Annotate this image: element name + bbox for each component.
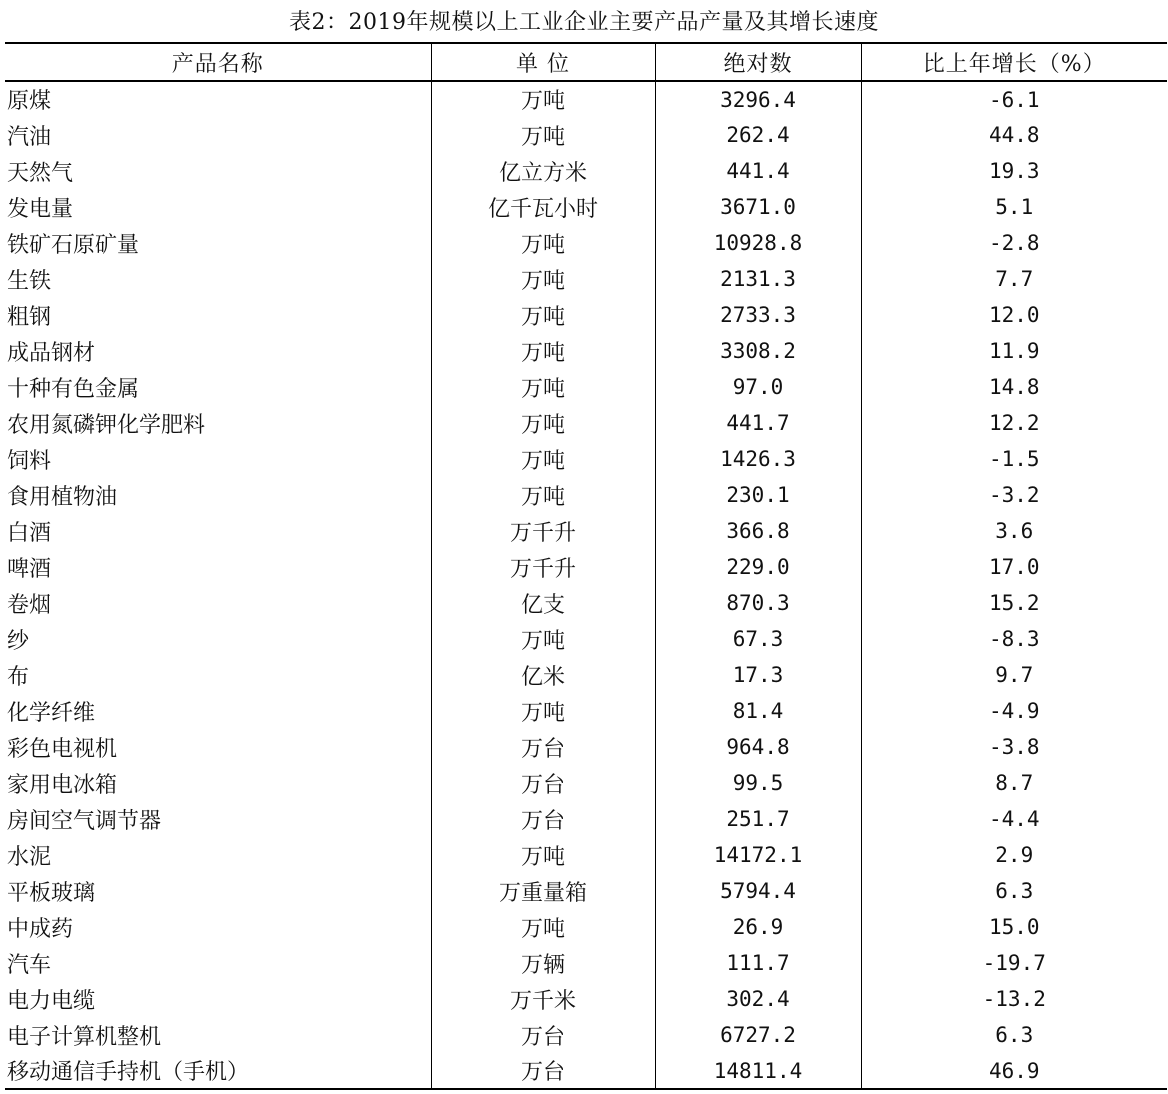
table-row [5,441,1167,477]
product-name-cell: 汽油 [7,124,52,150]
absolute-value-cell: 14172.1 [655,837,861,873]
unit-cell: 万千升 [431,513,655,549]
product-name-cell: 食用植物油 [7,484,118,510]
table-row [5,1017,1167,1053]
product-name-cell: 生铁 [7,268,52,294]
growth-cell: 44.8 [861,117,1167,153]
table-row [5,909,1167,945]
growth-cell: -8.3 [861,621,1167,657]
growth-cell: 5.1 [861,189,1167,225]
absolute-value-cell: 2733.3 [655,297,861,333]
unit-cell: 万吨 [431,297,655,333]
column-header-absolute-value: 绝对数 [655,43,861,81]
product-name-cell: 家用电冰箱 [7,772,118,798]
growth-cell: -3.2 [861,477,1167,513]
table-row [5,405,1167,441]
product-name-cell: 天然气 [7,160,74,186]
absolute-value-cell: 3671.0 [655,189,861,225]
column-header-product-name: 产品名称 [5,43,431,81]
growth-cell: 19.3 [861,153,1167,189]
absolute-value-cell: 17.3 [655,657,861,693]
table-body [5,81,1167,1089]
unit-cell: 万吨 [431,441,655,477]
product-name-cell: 饲料 [7,448,52,474]
table-row [5,549,1167,585]
product-name-cell: 卷烟 [7,592,52,618]
absolute-value-cell: 441.7 [655,405,861,441]
growth-cell: -13.2 [861,981,1167,1017]
unit-cell: 万吨 [431,261,655,297]
unit-cell: 亿米 [431,657,655,693]
growth-cell: 17.0 [861,549,1167,585]
unit-cell: 万台 [431,1053,655,1089]
absolute-value-cell: 6727.2 [655,1017,861,1053]
unit-cell: 万吨 [431,369,655,405]
absolute-value-cell: 964.8 [655,729,861,765]
column-header-growth: 比上年增长（%） [861,43,1167,81]
product-name-cell: 农用氮磷钾化学肥料 [7,412,206,438]
table-row [5,801,1167,837]
absolute-value-cell: 14811.4 [655,1053,861,1089]
product-name-cell: 原煤 [7,89,52,114]
unit-cell: 万吨 [431,405,655,441]
product-name-cell: 粗钢 [7,304,52,330]
unit-cell: 万吨 [431,621,655,657]
absolute-value-cell: 251.7 [655,801,861,837]
growth-cell: 12.0 [861,297,1167,333]
growth-cell: 15.2 [861,585,1167,621]
table-row [5,225,1167,261]
unit-cell: 万辆 [431,945,655,981]
unit-cell: 万台 [431,801,655,837]
growth-cell: -4.9 [861,693,1167,729]
table-row [5,693,1167,729]
absolute-value-cell: 870.3 [655,585,861,621]
absolute-value-cell: 262.4 [655,117,861,153]
unit-cell: 亿立方米 [431,153,655,189]
growth-cell: 7.7 [861,261,1167,297]
product-name-cell: 发电量 [7,196,74,222]
table-row [5,657,1167,693]
unit-cell: 万台 [431,1017,655,1053]
absolute-value-cell: 5794.4 [655,873,861,909]
unit-cell: 万千米 [431,981,655,1017]
growth-cell: 2.9 [861,837,1167,873]
product-name-cell: 啤酒 [7,556,52,582]
product-name-cell: 成品钢材 [7,340,96,366]
product-name-cell: 电子计算机整机 [7,1024,162,1050]
absolute-value-cell: 81.4 [655,693,861,729]
unit-cell: 万吨 [431,117,655,153]
product-name-cell: 汽车 [7,952,52,978]
absolute-value-cell: 229.0 [655,549,861,585]
growth-cell: 3.6 [861,513,1167,549]
unit-cell: 万吨 [431,81,655,117]
growth-cell: -4.4 [861,801,1167,837]
growth-cell: 9.7 [861,657,1167,693]
absolute-value-cell: 99.5 [655,765,861,801]
growth-cell: -2.8 [861,225,1167,261]
product-name-cell: 彩色电视机 [7,736,118,762]
absolute-value-cell: 111.7 [655,945,861,981]
table-row [5,189,1167,225]
absolute-value-cell: 97.0 [655,369,861,405]
table-row [5,765,1167,801]
unit-cell: 亿千瓦小时 [431,189,655,225]
absolute-value-cell: 26.9 [655,909,861,945]
table-row [5,333,1167,369]
table-row [5,369,1167,405]
product-name-cell: 房间空气调节器 [7,808,162,834]
table-row [5,261,1167,297]
growth-cell: 6.3 [861,1017,1167,1053]
table-row [5,117,1167,153]
product-name-cell: 化学纤维 [7,700,96,726]
table-row [5,297,1167,333]
absolute-value-cell: 1426.3 [655,441,861,477]
product-name-cell: 移动通信手持机（手机） [5,1053,431,1089]
unit-cell: 万吨 [431,837,655,873]
table-row [5,621,1167,657]
table-row [5,1053,1167,1089]
table-row [5,153,1167,189]
absolute-value-cell: 3308.2 [655,333,861,369]
table-header-row [5,43,1167,81]
unit-cell: 万重量箱 [431,873,655,909]
growth-cell: -3.8 [861,729,1167,765]
unit-cell: 万台 [431,729,655,765]
column-header-unit: 单 位 [431,43,655,81]
absolute-value-cell: 3296.4 [655,81,861,117]
absolute-value-cell: 2131.3 [655,261,861,297]
product-name-cell: 白酒 [7,520,52,546]
product-name-cell: 水泥 [7,844,52,870]
product-name-cell: 铁矿石原矿量 [7,232,140,258]
product-name-cell: 纱 [7,628,30,654]
growth-cell: 14.8 [861,369,1167,405]
growth-cell: -6.1 [861,81,1167,117]
table-row [5,945,1167,981]
unit-cell: 万吨 [431,225,655,261]
absolute-value-cell: 302.4 [655,981,861,1017]
absolute-value-cell: 366.8 [655,513,861,549]
table-row [5,837,1167,873]
table-row [5,477,1167,513]
growth-cell: 15.0 [861,909,1167,945]
table-row [5,585,1167,621]
product-name-cell: 布 [7,664,30,690]
absolute-value-cell: 441.4 [655,153,861,189]
growth-cell: 12.2 [861,405,1167,441]
unit-cell: 万吨 [431,477,655,513]
growth-cell: -19.7 [861,945,1167,981]
table-row [5,81,1167,117]
table-row [5,873,1167,909]
product-name-cell: 中成药 [7,916,74,942]
absolute-value-cell: 10928.8 [655,225,861,261]
table-title: 表2：2019年规模以上工业企业主要产品产量及其增长速度 [289,10,879,35]
absolute-value-cell: 67.3 [655,621,861,657]
table-row [5,513,1167,549]
growth-cell: 11.9 [861,333,1167,369]
unit-cell: 万吨 [431,909,655,945]
product-name-cell: 电力电缆 [7,988,96,1014]
table-row [5,981,1167,1017]
table-row [5,729,1167,765]
unit-cell: 亿支 [431,585,655,621]
growth-cell: 8.7 [861,765,1167,801]
growth-cell: 6.3 [861,873,1167,909]
unit-cell: 万千升 [431,549,655,585]
unit-cell: 万吨 [431,693,655,729]
product-output-table [5,42,1167,1090]
growth-cell: -1.5 [861,441,1167,477]
unit-cell: 万吨 [431,333,655,369]
growth-cell: 46.9 [861,1053,1167,1089]
product-name-cell: 平板玻璃 [7,880,96,906]
unit-cell: 万台 [431,765,655,801]
absolute-value-cell: 230.1 [655,477,861,513]
product-name-cell: 十种有色金属 [7,376,140,402]
